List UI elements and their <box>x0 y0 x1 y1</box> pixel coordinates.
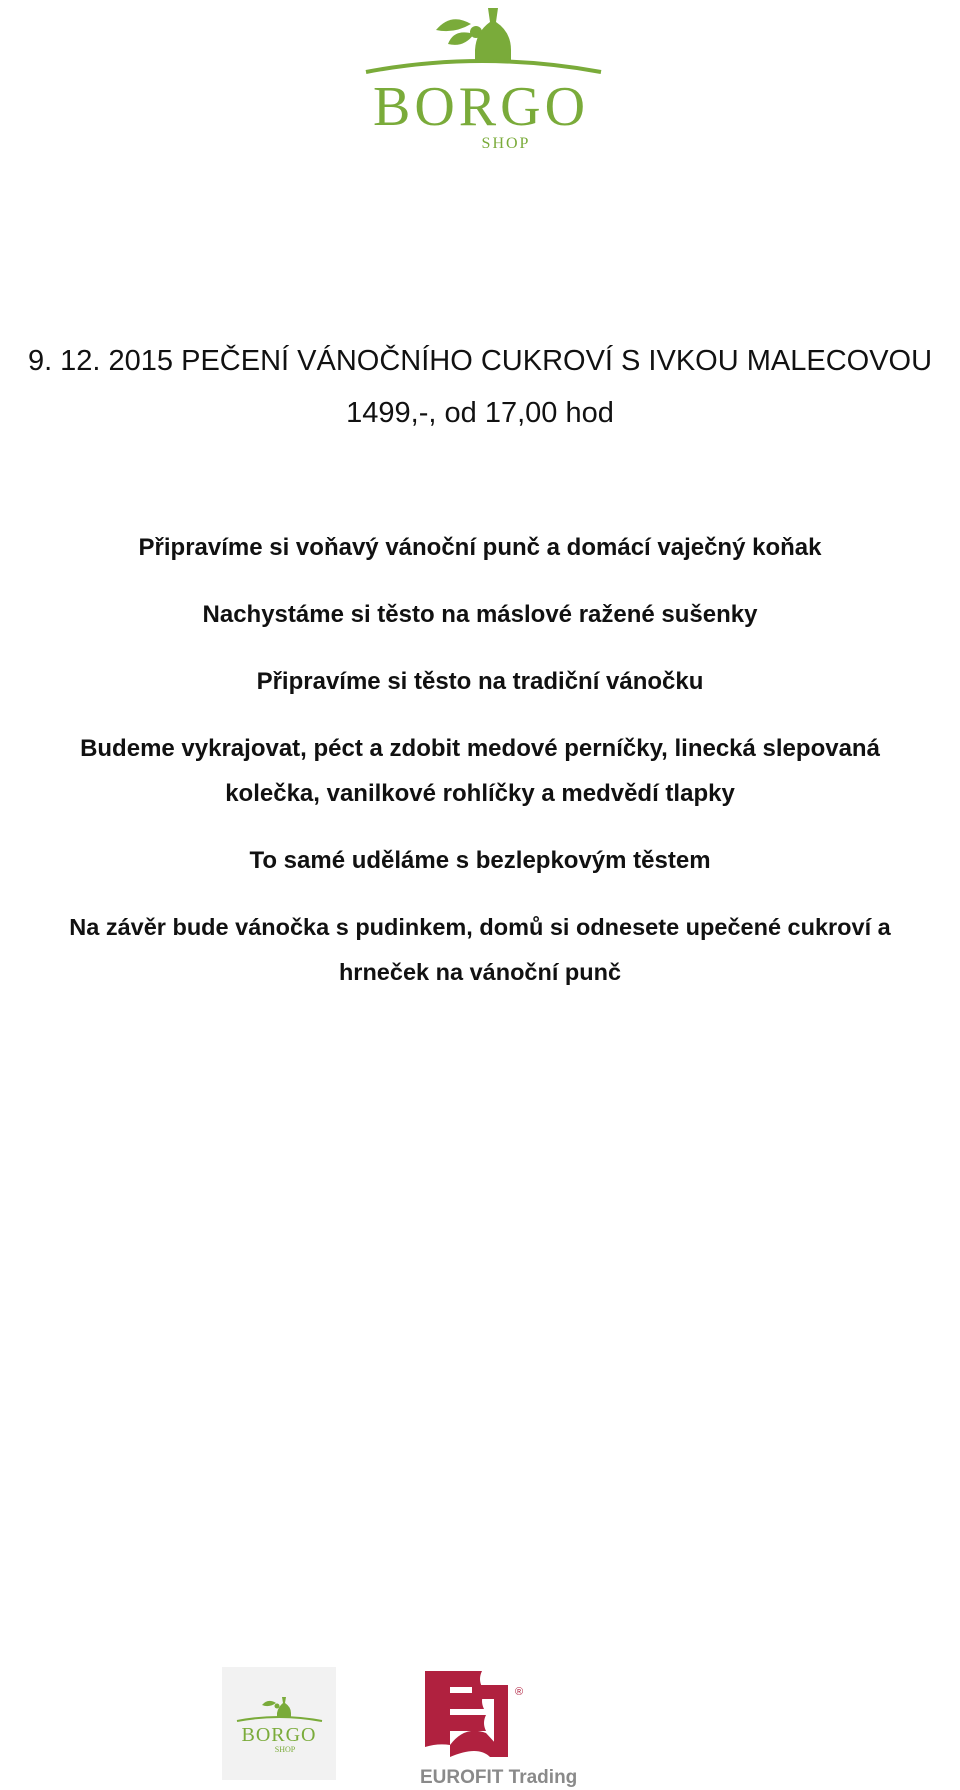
program-item <box>0 905 960 995</box>
program-item <box>0 592 960 637</box>
eurofit-trading-logo-icon <box>420 1665 600 1790</box>
program-item <box>0 659 960 704</box>
eurofit-brand-text: EUROFIT Trading <box>420 1767 578 1788</box>
event-title <box>0 335 960 439</box>
event-price-time: 1499,-, od 17,00 hod <box>346 397 614 429</box>
logo-wordmark: BORGO <box>372 76 590 138</box>
program-item-text: kolečka, vanilkové rohlíčky a medvědí tlapky <box>225 780 735 807</box>
borgo-shop-logo-icon <box>336 0 626 160</box>
program-item <box>0 726 960 816</box>
program-item-text: Připravíme si voňavý vánoční punč a domácí vaječný koňak <box>138 534 822 561</box>
footer-borgo-logo <box>222 1667 336 1780</box>
program-item-text: hrneček na vánoční punč <box>338 959 622 985</box>
program-item-text: Budeme vykrajovat, péct a zdobit medové perníčky, linecká slepovaná <box>80 735 880 762</box>
borgo-shop-logo <box>336 0 626 160</box>
footer-eurofit-logo <box>420 1665 600 1790</box>
footer-logo-subtitle: SHOP <box>274 1745 296 1754</box>
event-title-line1: 9. 12. 2015 PEČENÍ VÁNOČNÍHO CUKROVÍ S IVKOU MALECOVOU <box>27 345 933 377</box>
registered-mark: ® <box>515 1686 524 1698</box>
borgo-shop-logo-icon <box>222 1667 336 1780</box>
program-item-text: Nachystáme si těsto na máslové ražené sušenky <box>202 601 758 628</box>
program-item <box>0 525 960 570</box>
program-item-text: Na závěr bude vánočka s pudinkem, domů si odnesete upečené cukroví a <box>69 914 891 940</box>
program-item <box>0 838 960 883</box>
footer-logo-wordmark: BORGO <box>241 1724 317 1746</box>
program-item-text: Připravíme si těsto na tradiční vánočku <box>256 668 704 695</box>
logo-subtitle: SHOP <box>481 135 531 152</box>
program-list <box>0 525 960 1017</box>
program-item-text: To samé uděláme s bezlepkovým těstem <box>249 847 711 874</box>
